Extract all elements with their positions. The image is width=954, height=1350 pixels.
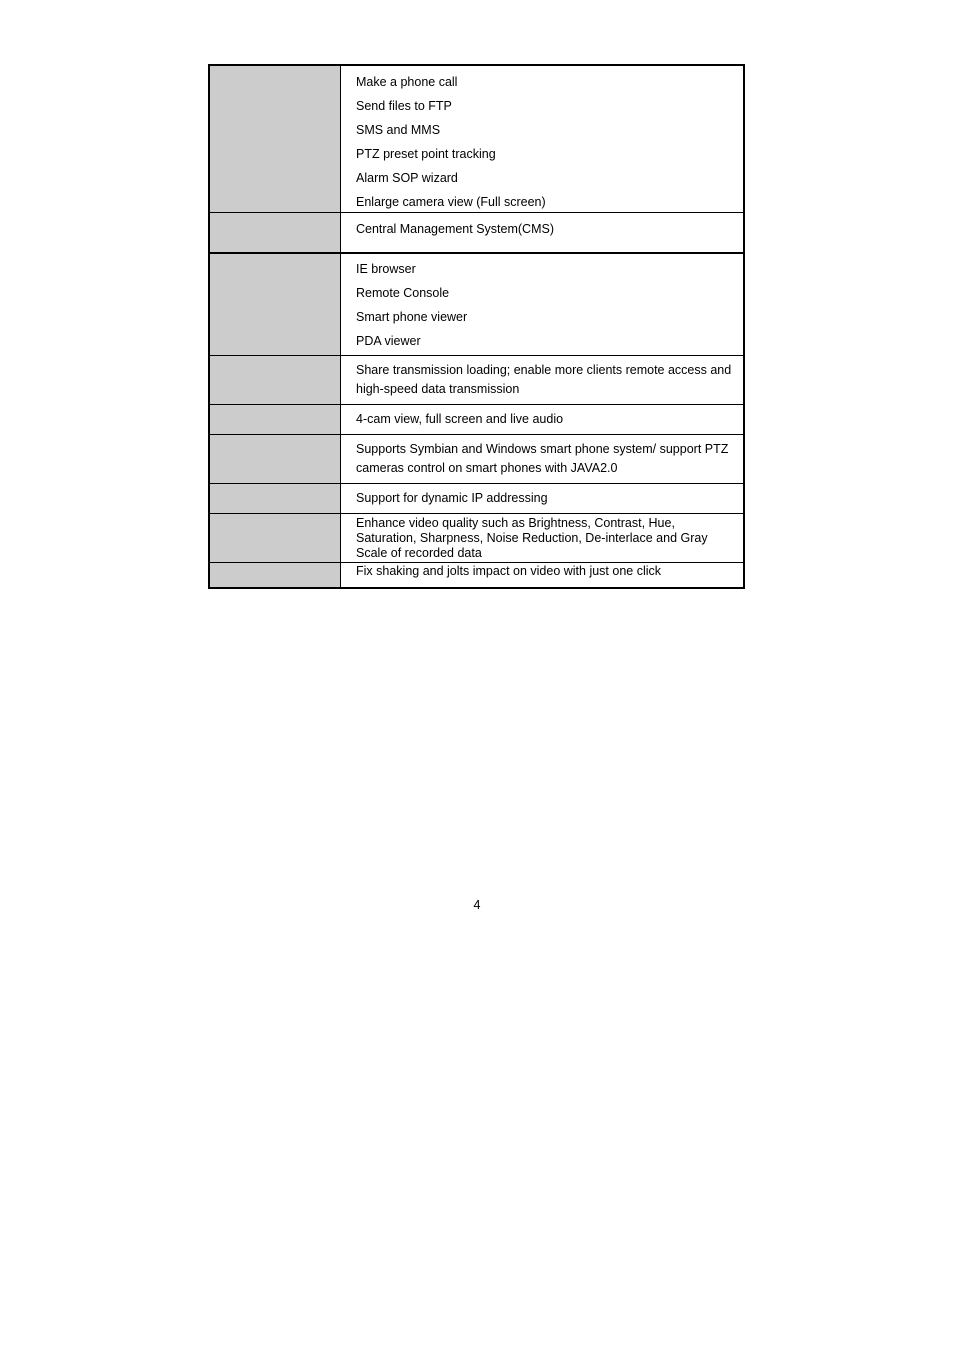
row-value-text: Enhance video quality such as Brightness, Contrast, Hue, Saturation, Sharpness, Noise Reduction, De-interlace and Gray Scale of recorded data — [356, 515, 708, 560]
list-item: PDA viewer — [356, 334, 421, 348]
table-row — [210, 212, 743, 252]
table-row — [210, 252, 743, 355]
list-item: Remote Console — [356, 286, 450, 300]
row-value-text: Supports Symbian and Windows smart phone system/ support PTZ cameras control on smart phones with JAVA2.0 — [356, 442, 729, 475]
list-item: IE browser — [356, 262, 416, 276]
row-value-cell — [341, 254, 743, 355]
list-item: SMS and MMS — [356, 123, 441, 137]
table-row — [210, 483, 743, 513]
row-value-text: 4-cam view, full screen and live audio — [356, 412, 564, 426]
row-label-cell — [210, 484, 341, 513]
table-row — [210, 562, 743, 587]
row-label-cell — [210, 213, 341, 252]
list-item: Smart phone viewer — [356, 310, 468, 324]
table-row — [210, 513, 743, 562]
table-row — [210, 404, 743, 434]
row-value-cell — [341, 484, 743, 513]
row-value-text: Support for dynamic IP addressing — [356, 491, 548, 505]
row-value-cell — [341, 66, 743, 212]
row-value-cell — [341, 435, 743, 483]
list-item: Send files to FTP — [356, 99, 452, 113]
row-value-cell — [341, 514, 743, 562]
row-label-cell — [210, 356, 341, 404]
table-row — [210, 355, 743, 404]
page-number: 4 — [473, 898, 481, 912]
table-row — [210, 434, 743, 483]
table-row — [210, 66, 743, 212]
list-item: PTZ preset point tracking — [356, 147, 496, 161]
row-label-cell — [210, 405, 341, 434]
row-label-cell — [210, 514, 341, 562]
list-item: Enlarge camera view (Full screen) — [356, 195, 546, 209]
row-label-cell — [210, 563, 341, 587]
row-label-cell — [210, 66, 341, 212]
row-value-cell: Central Management System(CMS) — [356, 222, 554, 236]
row-label-cell — [210, 435, 341, 483]
row-value-cell — [341, 356, 743, 404]
list-item: Alarm SOP wizard — [356, 171, 458, 185]
row-label-cell — [210, 254, 341, 355]
row-value-text: Share transmission loading; enable more clients remote access and high-speed data transmission — [356, 363, 732, 396]
row-value-text: Fix shaking and jolts impact on video with just one click — [356, 564, 662, 578]
row-value-cell — [341, 405, 743, 434]
feature-table — [208, 64, 745, 589]
list-item: Make a phone call — [356, 75, 458, 89]
row-value-cell — [341, 563, 743, 587]
